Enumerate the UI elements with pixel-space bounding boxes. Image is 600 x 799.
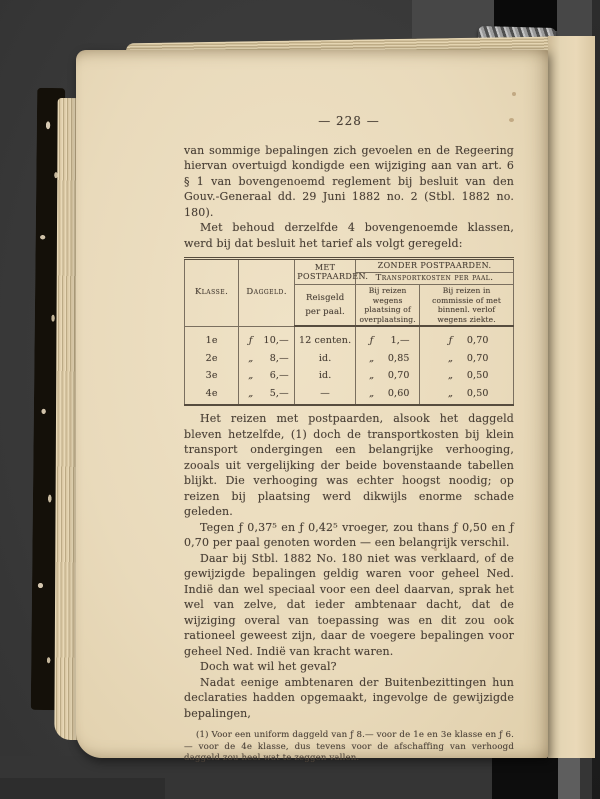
table-cell-reisgeld: 12 centen. (295, 326, 356, 350)
table-row (185, 367, 514, 385)
subheader-reisgeld: Reisgeld per paal. (295, 285, 356, 327)
table-row (185, 385, 514, 406)
paragraph: Met behoud derzelfde 4 bovengenoemde klassen, werd bij dat besluit het tarief als volgt geregeld: (184, 221, 514, 250)
book-page (76, 50, 548, 763)
table-cell-amount: „ 5,— (239, 385, 295, 406)
subheader-commissie: Bij reizen in commissie of met binnenl. verlof wegens ziekte. (420, 285, 514, 327)
table-cell-amount: ƒ 1,— (356, 326, 420, 350)
table-cell-klasse: 1e (185, 326, 239, 350)
table-cell-amount: „ 0,70 (420, 350, 514, 368)
table-cell-klasse: 4e (185, 385, 239, 406)
table-cell-reisgeld: id. (295, 367, 356, 385)
header-zonder-postpaarden: ZONDER POSTPAARDEN. (356, 259, 514, 273)
tariff-table (184, 257, 514, 406)
header-daggeld: Daggeld. (239, 259, 295, 327)
paragraph: Daar bij Stbl. 1882 No. 180 niet was verklaard, of de gewijzigde bepalingen geldig waren voor geheel Ned. Indië dan wel speciaal voor een deel daarvan, sprak het wel van zelve, dat ieder ambtenaar dacht, dat de wijziging overal van toepassing was en dit zou ook rationeel geweest zijn, daar de voegere bepalingen voor geheel Ned. Indië van kracht waren. (184, 551, 514, 658)
paragraph: Nadat eenige ambtenaren der Buitenbezittingen hun declaraties hadden opgemaakt, ingevolge de gewijzigde bepalingen, (184, 675, 514, 720)
table-row (185, 350, 514, 368)
table-cell-klasse: 2e (185, 350, 239, 368)
table-cell-amount: ƒ 0,70 (420, 326, 514, 350)
tariff-table-header (185, 259, 514, 327)
table-cell-amount: „ 6,— (239, 367, 295, 385)
table-cell-reisgeld: id. (295, 350, 356, 368)
subheader-plaatsing: Bij reizen wegens plaatsing of overplaatsing. (356, 285, 420, 327)
table-cell-amount: „ 0,85 (356, 350, 420, 368)
cradle-strut (558, 758, 580, 799)
table-cell-reisgeld: — (295, 385, 356, 406)
page-content (184, 114, 514, 773)
paragraph: Doch wat wil het geval? (200, 660, 337, 673)
header-met-postpaarden: MET POSTPAARDEN. (295, 259, 356, 285)
cradle-shelf-edge (0, 778, 165, 799)
footnote: (1) Voor een uniform daggeld van ƒ 8.— voor de 1e en 3e klasse en ƒ 6.— voor de 4e klasse, dus tevens voor de afschaffing van verhoogd daggeld zou heel wat te zeggen vallen. (184, 730, 514, 763)
table-cell-klasse: 3e (185, 367, 239, 385)
paragraph: Het reizen met postpaarden, alsook het daggeld bleven hetzelfde, (1) doch de transportkosten bij klein transport ondergingen een belangrijke verhooging, zooals uit vergelijking der beide bovenstaande tabellen blijkt. Die verhooging was echter hoogst noodig; op reizen bij plaatsing werd dikwijls enorme schade geleden. (184, 412, 514, 518)
table-cell-amount: „ 0,50 (420, 385, 514, 406)
header-transportkosten: Transportkosten per paal. (356, 272, 514, 285)
table-cell-amount: ƒ 10,— (239, 326, 295, 350)
table-cell-amount: „ 8,— (239, 350, 295, 368)
page-blemish (512, 92, 516, 96)
page-number: — 228 — (318, 114, 380, 128)
table-cell-amount: „ 0,70 (356, 367, 420, 385)
header-klasse: Klasse. (185, 259, 239, 327)
text-block-before-table (184, 143, 514, 252)
text-block-after-table (184, 411, 514, 721)
table-row (185, 326, 514, 350)
paragraph: Tegen ƒ 0,37⁵ en ƒ 0,42⁵ vroeger, zou thans ƒ 0,50 en ƒ 0,70 per paal genoten worden — een belangrijk verschil. (184, 520, 514, 549)
table-cell-amount: „ 0,60 (356, 385, 420, 406)
facing-page-sliver (548, 36, 595, 758)
tariff-table-body (185, 326, 514, 405)
paragraph: van sommige bepalingen zich gevoelen en de Regeering hiervan overtuigd kondigde een wijziging aan van art. 6 § 1 van bovengenoemd reglement bij besluit van den Gouv.-Generaal dd. 29 Juni 1882 no. 2 (Stbl. 1882 no. 180). (184, 143, 514, 219)
table-cell-amount: „ 0,50 (420, 367, 514, 385)
